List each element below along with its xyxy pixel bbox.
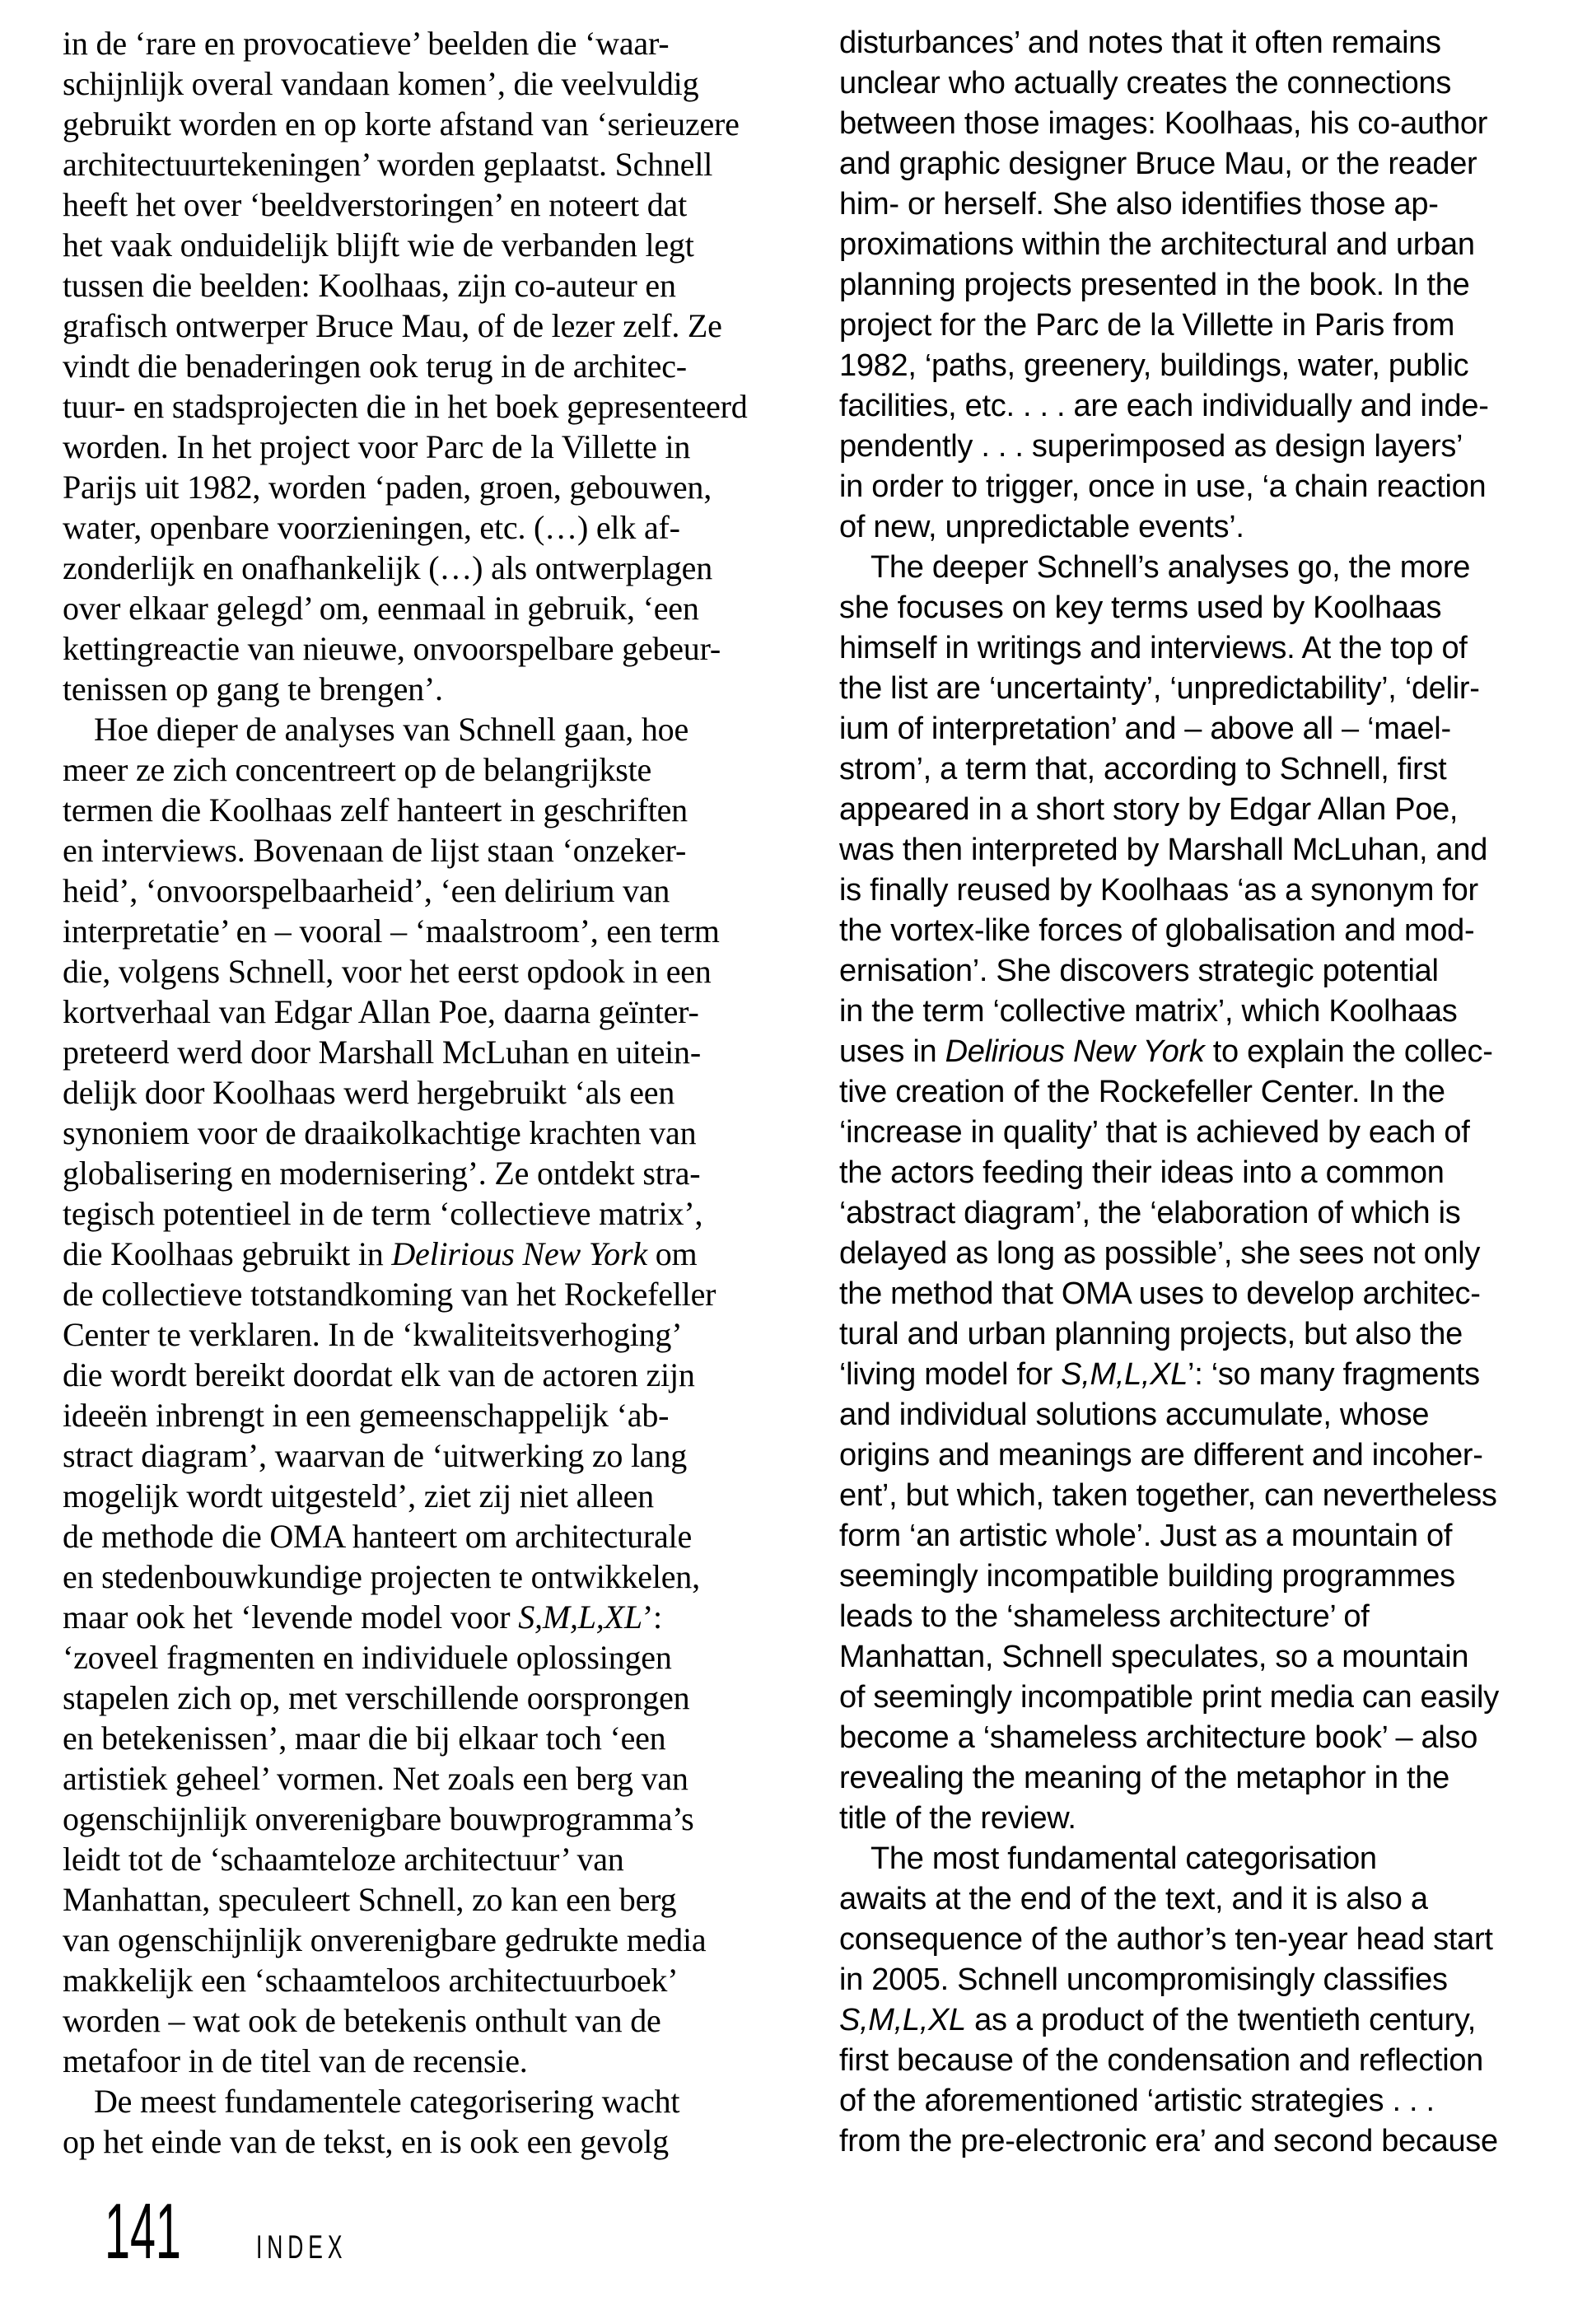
text-line: title of the review. (839, 1801, 1076, 1836)
text-line: kettingreactie van nieuwe, onvoorspelbare gebeur- (63, 630, 721, 667)
text-line: appeared in a short story by Edgar Allan Poe, (839, 792, 1459, 827)
text-line: meer ze zich concentreert op de belangrijkste (63, 751, 652, 788)
text-line: The most fundamental categorisation (871, 1841, 1377, 1876)
text-line: ideeën inbrengt in een gemeenschappelijk ‘ab- (63, 1397, 670, 1434)
text-line: become a ‘shameless architecture book’ – also (839, 1720, 1478, 1755)
text-line: revealing the meaning of the metaphor in the (839, 1761, 1449, 1795)
text-line: stract diagram’, waarvan de ‘uitwerking zo lang (63, 1437, 688, 1474)
text-line: op het einde van de tekst, en is ook een gevolg (63, 2123, 669, 2160)
text-line: leads to the ‘shameless architecture’ of (839, 1599, 1370, 1634)
text-line: die wordt bereikt doordat elk van de actoren zijn (63, 1356, 695, 1393)
text-line: between those images: Koolhaas, his co-author (839, 106, 1488, 141)
text-line: Parijs uit 1982, worden ‘paden, groen, gebouwen, (63, 469, 712, 506)
text-line: planning projects presented in the book. In the (839, 268, 1470, 302)
text-line: ogenschijnlijk onverenigbare bouwprogramma’s (63, 1800, 694, 1837)
text-line: schijnlijk overal vandaan komen’, die veelvuldig (63, 65, 699, 102)
text-line: vindt die benaderingen ook terug in de architec- (63, 348, 687, 385)
text-line: tive creation of the Rockefeller Center. In the (839, 1075, 1445, 1109)
text-line: die, volgens Schnell, voor het eerst opdook in een (63, 953, 712, 990)
text-line: tegisch potentieel in de term ‘collectieve matrix’, (63, 1195, 703, 1232)
text-line: de methode die OMA hanteert om architecturale (63, 1518, 693, 1555)
text-line: in order to trigger, once in use, ‘a chain reaction (839, 469, 1487, 504)
text-line: consequence of the author’s ten-year head start (839, 1922, 1493, 1957)
text-line: die Koolhaas gebruikt in Delirious New York om (63, 1235, 698, 1272)
text-line: of new, unpredictable events’. (839, 510, 1244, 544)
text-line: en betekenissen’, maar die bij elkaar toch ‘een (63, 1720, 666, 1757)
text-line: origins and meanings are different and incoher- (839, 1438, 1483, 1472)
text-line: zonderlijk en onafhankelijk (…) als ontwerplagen (63, 549, 713, 586)
text-line: awaits at the end of the text, and it is also a (839, 1882, 1428, 1916)
text-line: Center te verklaren. In de ‘kwaliteitsverhoging’ (63, 1316, 683, 1353)
text-line: proximations within the architectural and urban (839, 227, 1475, 262)
section-label-index: INDEX (256, 2229, 348, 2266)
text-line: preteerd werd door Marshall McLuhan en uitein- (63, 1034, 701, 1071)
text-line: synoniem voor de draaikolkachtige krachten van (63, 1114, 697, 1151)
text-line: leidt tot de ‘schaamteloze architectuur’ van (63, 1841, 624, 1878)
text-line: de collectieve totstandkoming van het Rockefeller (63, 1276, 716, 1313)
text-line: and individual solutions accumulate, whose (839, 1398, 1430, 1432)
text-line: disturbances’ and notes that it often remains (839, 26, 1441, 60)
text-line: the method that OMA uses to develop architec- (839, 1276, 1481, 1311)
text-line: 1982, ‘paths, greenery, buildings, water, public (839, 348, 1469, 383)
text-line: ernisation’. She discovers strategic potential (839, 954, 1439, 988)
text-line: from the pre-electronic era’ and second because (839, 2124, 1498, 2158)
text-line: first because of the condensation and reflection (839, 2043, 1484, 2078)
text-line: strom’, a term that, according to Schnell, first (839, 752, 1447, 786)
text-line: stapelen zich op, met verschillende oorsprongen (63, 1679, 690, 1716)
text-line: termen die Koolhaas zelf hanteert in geschriften (63, 791, 688, 828)
text-line: water, openbare voorzieningen, etc. (…) elk af- (63, 509, 680, 546)
text-line: the vortex-like forces of globalisation and mod- (839, 913, 1475, 948)
text-line: heeft het over ‘beeldverstoringen’ en noteert dat (63, 186, 687, 223)
text-line: The deeper Schnell’s analyses go, the more (871, 550, 1471, 585)
text-line: facilities, etc. . . . are each individually and inde- (839, 389, 1489, 423)
text-line: heid’, ‘onvoorspelbaarheid’, ‘een delirium van (63, 872, 670, 909)
text-line: en stedenbouwkundige projecten te ontwikkelen, (63, 1558, 700, 1595)
text-line: in de ‘rare en provocatieve’ beelden die ‘waar- (63, 25, 670, 62)
text-line: en interviews. Bovenaan de lijst staan ‘onzeker- (63, 832, 687, 869)
text-line: worden. In het project voor Parc de la Villette in (63, 428, 691, 465)
text-line: tuur- en stadsprojecten die in het boek gepresenteerd (63, 388, 748, 425)
text-line: seemingly incompatible building programmes (839, 1559, 1455, 1594)
text-line: ium of interpretation’ and – above all – ‘mael- (839, 712, 1451, 746)
text-line: S,M,L,XL as a product of the twentieth century, (839, 2003, 1477, 2037)
text-line: De meest fundamentele categorisering wacht (94, 2083, 680, 2120)
left-column-dutch-text (63, 23, 808, 2162)
page-number: 141 (105, 2187, 181, 2275)
text-line: is finally reused by Koolhaas ‘as a synonym for (839, 873, 1478, 908)
text-line: architectuurtekeningen’ worden geplaatst. Schnell (63, 146, 713, 183)
text-line: Manhattan, speculeert Schnell, zo kan een berg (63, 1881, 677, 1918)
text-line: the list are ‘uncertainty’, ‘unpredictability’, ‘delir- (839, 671, 1480, 706)
text-line: artistiek geheel’ vormen. Net zoals een berg van (63, 1760, 688, 1797)
text-line: in the term ‘collective matrix’, which Koolhaas (839, 994, 1458, 1029)
text-line: over elkaar gelegd’ om, eenmaal in gebruik, ‘een (63, 590, 699, 627)
text-line: ent’, but which, taken together, can nevertheless (839, 1478, 1497, 1513)
text-line: she focuses on key terms used by Koolhaas (839, 590, 1442, 625)
text-line: in 2005. Schnell uncompromisingly classifies (839, 1962, 1448, 1997)
text-line: Manhattan, Schnell speculates, so a mountain (839, 1640, 1469, 1674)
text-line: ‘living model for S,M,L,XL’: ‘so many fragments (839, 1357, 1480, 1392)
text-line: globalisering en modernisering’. Ze ontdekt stra- (63, 1155, 701, 1192)
text-line: tenissen op gang te brengen’. (63, 670, 443, 707)
text-line: ‘zoveel fragmenten en individuele oplossingen (63, 1639, 672, 1676)
text-line: metafoor in de titel van de recensie. (63, 2042, 528, 2079)
text-line: ‘abstract diagram’, the ‘elaboration of which is (839, 1196, 1461, 1230)
text-line: maar ook het ‘levende model voor S,M,L,XL’: (63, 1598, 662, 1636)
text-line: of seemingly incompatible print media can easily (839, 1680, 1499, 1715)
text-line: het vaak onduidelijk blijft wie de verbanden legt (63, 226, 694, 264)
text-line: delayed as long as possible’, she sees not only (839, 1236, 1481, 1271)
right-column-english-text (839, 23, 1576, 2162)
text-line: himself in writings and interviews. At the top of (839, 631, 1468, 665)
text-line: tussen die beelden: Koolhaas, zijn co-auteur en (63, 267, 676, 304)
text-line: mogelijk wordt uitgesteld’, ziet zij niet alleen (63, 1477, 654, 1514)
text-line: makkelijk een ‘schaamteloos architectuurboek’ (63, 1962, 679, 1999)
text-line: grafisch ontwerper Bruce Mau, of de lezer zelf. Ze (63, 307, 722, 344)
text-line: the actors feeding their ideas into a common (839, 1155, 1445, 1190)
text-line: project for the Parc de la Villette in Paris from (839, 308, 1455, 343)
text-line: interpretatie’ en – vooral – ‘maalstroom’, een term (63, 912, 720, 950)
text-line: uses in Delirious New York to explain the collec- (839, 1034, 1493, 1069)
text-line: ‘increase in quality’ that is achieved by each of (839, 1115, 1470, 1150)
text-line: and graphic designer Bruce Mau, or the reader (839, 147, 1477, 181)
text-line: pendently . . . superimposed as design layers’ (839, 429, 1463, 464)
text-line: tural and urban planning projects, but also the (839, 1317, 1463, 1351)
text-line: van ogenschijnlijk onverenigbare gedrukte media (63, 1921, 707, 1958)
text-line: of the aforementioned ‘artistic strategies . . . (839, 2084, 1435, 2118)
text-line: Hoe dieper de analyses van Schnell gaan, hoe (94, 711, 689, 748)
text-line: form ‘an artistic whole’. Just as a mountain of (839, 1519, 1453, 1553)
text-line: him- or herself. She also identifies those ap- (839, 187, 1439, 222)
text-line: kortverhaal van Edgar Allan Poe, daarna geïnter- (63, 993, 699, 1030)
text-line: was then interpreted by Marshall McLuhan, and (839, 833, 1488, 867)
text-line: worden – wat ook de betekenis onthult van de (63, 2002, 661, 2039)
text-line: gebruikt worden en op korte afstand van ‘serieuzere (63, 105, 740, 142)
text-line: unclear who actually creates the connections (839, 66, 1452, 100)
text-line: delijk door Koolhaas werd hergebruikt ‘als een (63, 1074, 675, 1111)
